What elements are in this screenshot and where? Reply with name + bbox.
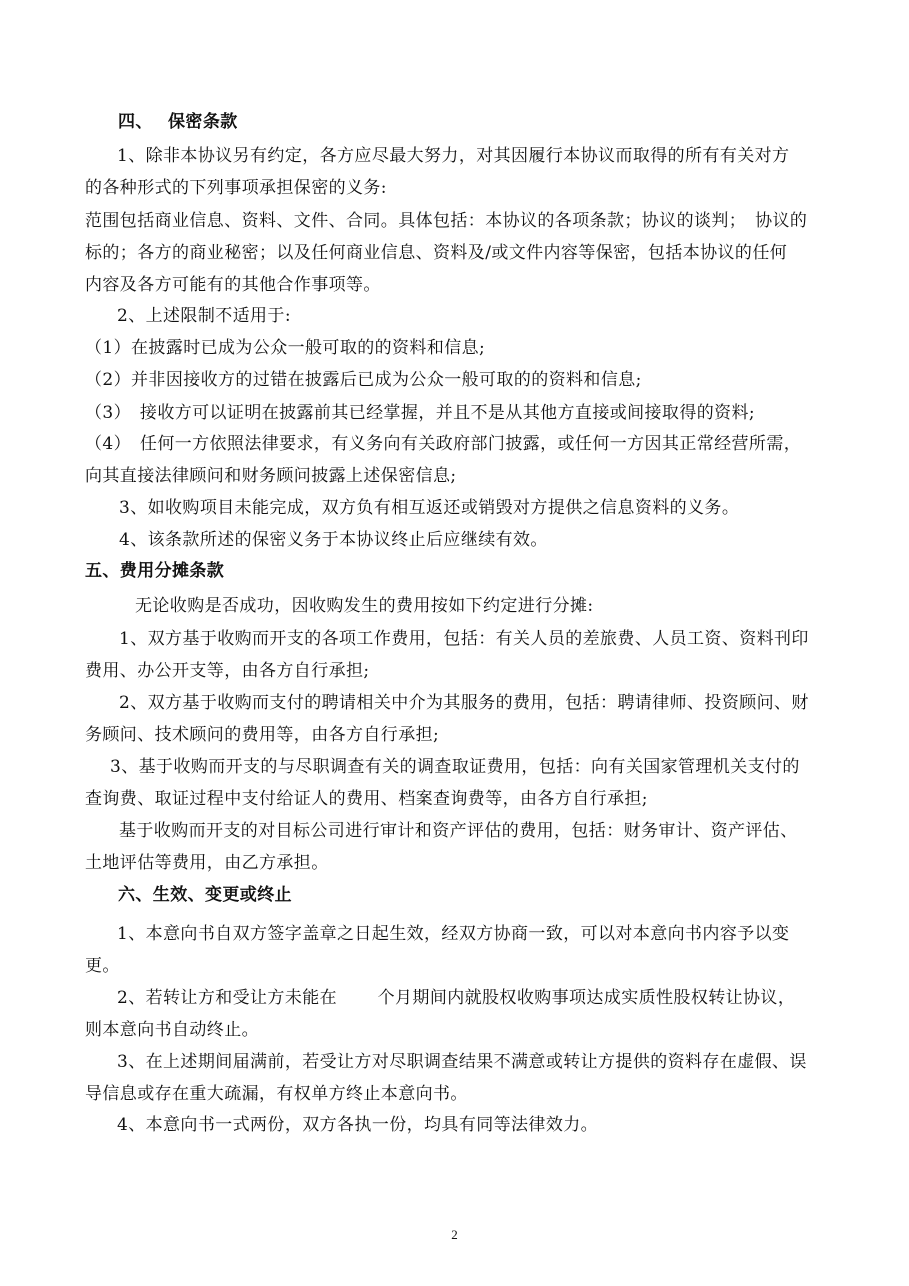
list-item: （4） 任何一方依照法律要求，有义务向有关政府部门披露，或任何一方因其正常经营所需， [85, 434, 802, 454]
section-5-heading: 五、费用分摊条款 [85, 561, 225, 581]
paragraph-line: 2、双方基于收购而支付的聘请相关中介为其服务的费用，包括：聘请律师、投资顾问、财 [119, 693, 809, 713]
paragraph-line: 务顾问、技术顾问的费用等，由各方自行承担; [85, 725, 440, 745]
paragraph-line: 3、如收购项目未能完成，双方负有相互返还或销毁对方提供之信息资料的义务。 [119, 498, 740, 518]
paragraph-line: 2、若转让方和受让方未能在 个月期间内就股权收购事项达成实质性股权转让协议， [117, 988, 796, 1008]
section-4-heading: 四、 保密条款 [118, 112, 238, 132]
paragraph-line: 1、双方基于收购而开支的各项工作费用，包括：有关人员的差旅费、人员工资、资料刊印 [119, 629, 809, 649]
paragraph-line: 内容及各方可能有的其他合作事项等。 [85, 275, 381, 295]
paragraph-line: 费用、办公开支等，由各方自行承担; [85, 661, 370, 681]
paragraph-line: 土地评估等费用，由乙方承担。 [85, 853, 329, 873]
list-item: （1）在披露时已成为公众一般可取的的资料和信息; [85, 338, 486, 358]
paragraph-line: 4、该条款所述的保密义务于本协议终止后应继续有效。 [119, 530, 548, 550]
paragraph-line: 的各种形式的下列事项承担保密的义务: [85, 178, 387, 198]
section-6-heading: 六、生效、变更或终止 [118, 885, 292, 905]
paragraph-line: 标的；各方的商业秘密；以及任何商业信息、资料及/或文件内容等保密，包括本协议的任何 [85, 243, 788, 263]
paragraph-line: 4、本意向书一式两份，双方各执一份，均具有同等法律效力。 [117, 1115, 599, 1135]
paragraph-line: 3、在上述期间届满前，若受让方对尽职调查结果不满意或转让方提供的资料存在虚假、误 [117, 1052, 807, 1072]
list-item: （3） 接收方可以证明在披露前其已经掌握，并且不是从其他方直接或间接取得的资料; [85, 403, 756, 423]
paragraph-line: 则本意向书自动终止。 [85, 1020, 259, 1040]
list-item: （2）并非因接收方的过错在披露后已成为公众一般可取的的资料和信息; [85, 370, 642, 390]
page-number: 2 [451, 1227, 458, 1242]
paragraph-line: 导信息或存在重大疏漏，有权单方终止本意向书。 [85, 1084, 468, 1104]
paragraph-line: 基于收购而开支的对目标公司进行审计和资产评估的费用，包括：财务审计、资产评估、 [119, 821, 798, 841]
list-item: 向其直接法律顾问和财务顾问披露上述保密信息; [85, 466, 457, 486]
paragraph-line: 范围包括商业信息、资料、文件、合同。具体包括：本协议的各项条款；协议的谈判； 协议的 [85, 211, 808, 231]
paragraph-line: 3、基于收购而开支的与尽职调查有关的调查取证费用，包括：向有关国家管理机关支付的 [110, 757, 800, 777]
paragraph-line: 更。 [85, 956, 120, 976]
paragraph-line: 无论收购是否成功，因收购发生的费用按如下约定进行分摊: [135, 596, 594, 616]
paragraph-line: 查询费、取证过程中支付给证人的费用、档案查询费等，由各方自行承担; [85, 789, 648, 809]
paragraph-line: 1、本意向书自双方签字盖章之日起生效，经双方协商一致，可以对本意向书内容予以变 [117, 924, 790, 944]
paragraph-line: 1、除非本协议另有约定，各方应尽最大努力，对其因履行本协议而取得的所有有关对方 [117, 146, 790, 166]
paragraph-line: 2、上述限制不适用于: [117, 306, 291, 326]
